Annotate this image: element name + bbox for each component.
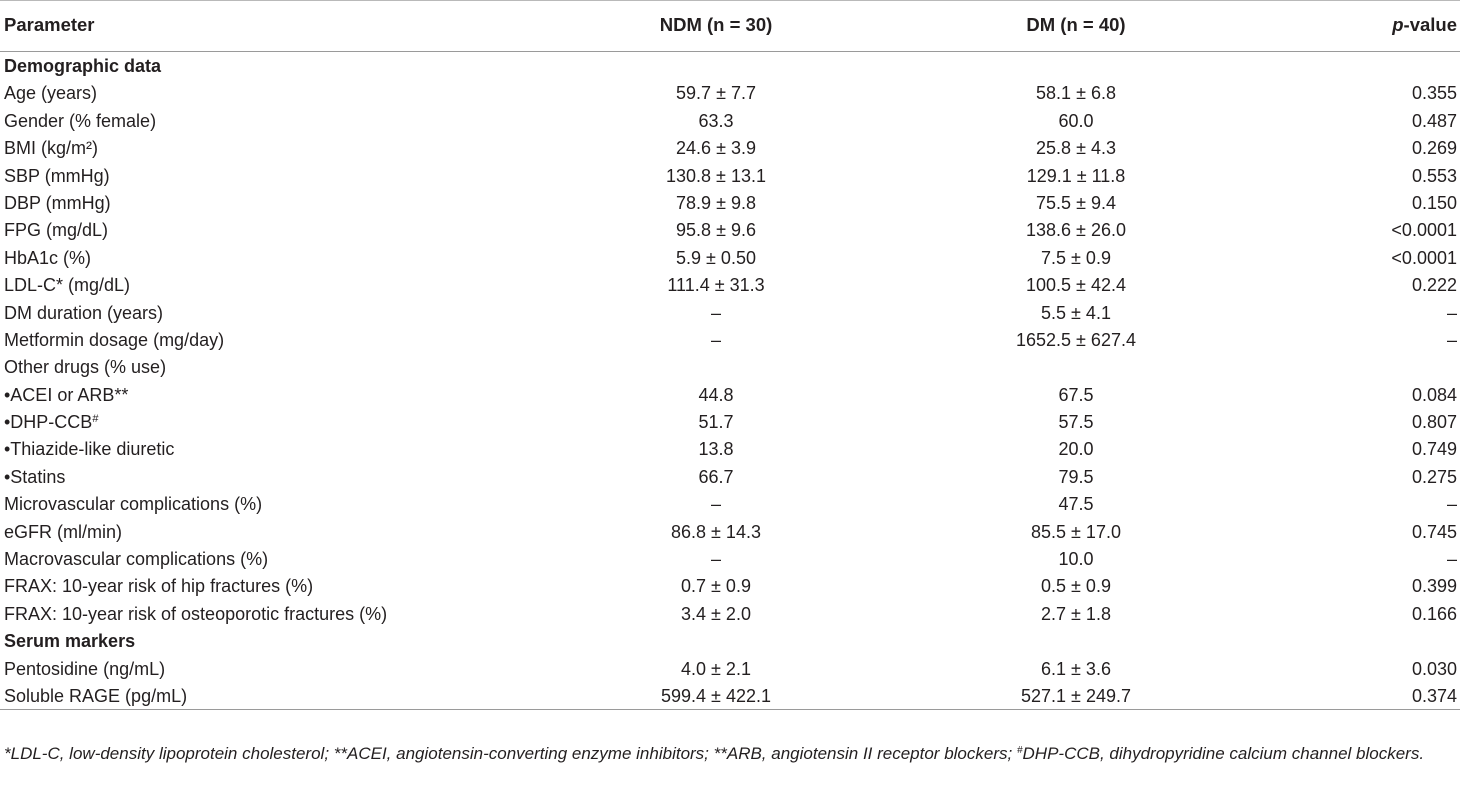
cell-ndm bbox=[640, 604, 792, 624]
cell-p-value-text: 0.374 bbox=[1411, 685, 1457, 706]
cell-p-value bbox=[1447, 549, 1457, 569]
cell-dm-text: 6.1 ± 3.6 bbox=[1041, 658, 1111, 679]
cell-p-value bbox=[1447, 330, 1457, 350]
cell-parameter-text: BMI (kg/m²) bbox=[4, 138, 98, 159]
table-footnote bbox=[4, 740, 1456, 768]
cell-ndm-text: – bbox=[710, 302, 721, 323]
cell-parameter bbox=[4, 330, 224, 350]
cell-p-value-text: 0.745 bbox=[1411, 521, 1457, 542]
cell-parameter-text: •Thiazide-like diuretic bbox=[4, 439, 175, 460]
table-row bbox=[0, 463, 1460, 490]
cell-parameter-text: Age (years) bbox=[4, 83, 98, 104]
cell-p-value bbox=[1412, 412, 1457, 432]
cell-ndm-text: 599.4 ± 422.1 bbox=[661, 685, 771, 706]
cell-dm-text: 527.1 ± 249.7 bbox=[1021, 685, 1131, 706]
cell-p-value bbox=[1412, 439, 1457, 459]
cell-parameter-text: HbA1c (%) bbox=[4, 247, 92, 268]
cell-parameter-text: •DHP-CCB bbox=[4, 412, 93, 433]
section-header-row bbox=[0, 52, 1460, 79]
cell-ndm bbox=[640, 111, 792, 131]
cell-p-value-text: 0.399 bbox=[1411, 576, 1457, 597]
cell-p-value bbox=[1391, 220, 1457, 240]
table-row bbox=[0, 435, 1460, 462]
cell-p-value-text: 0.275 bbox=[1411, 466, 1457, 487]
cell-parameter-sup: # bbox=[92, 413, 99, 426]
cell-ndm-text: 59.7 ± 7.7 bbox=[676, 83, 756, 104]
cell-dm bbox=[1000, 138, 1152, 158]
cell-ndm bbox=[640, 385, 792, 405]
cell-p-value-text: 0.807 bbox=[1411, 412, 1457, 433]
cell-ndm bbox=[640, 467, 792, 487]
cell-p-value-text: 0.749 bbox=[1411, 439, 1457, 460]
cell-dm-text: 138.6 ± 26.0 bbox=[1026, 220, 1126, 241]
cell-p-value bbox=[1412, 166, 1457, 186]
cell-parameter-text: Soluble RAGE (pg/mL) bbox=[4, 685, 188, 706]
cell-ndm bbox=[640, 686, 792, 706]
cell-dm bbox=[1000, 467, 1152, 487]
cell-parameter bbox=[4, 604, 387, 624]
cell-ndm bbox=[640, 193, 792, 213]
cell-p-value-text: 0.487 bbox=[1411, 110, 1457, 131]
table-row bbox=[0, 271, 1460, 298]
table-row bbox=[0, 572, 1460, 599]
cell-ndm-text: – bbox=[710, 494, 721, 515]
cell-parameter-text: Gender (% female) bbox=[4, 110, 157, 131]
cell-parameter bbox=[4, 412, 98, 432]
cell-dm bbox=[1000, 494, 1152, 514]
cell-parameter-text: Demographic data bbox=[4, 56, 162, 76]
cell-dm bbox=[1000, 330, 1152, 350]
cell-parameter-text: SBP (mmHg) bbox=[4, 165, 110, 186]
header-p-rest: -value bbox=[1403, 14, 1457, 35]
cell-ndm bbox=[640, 138, 792, 158]
cell-ndm bbox=[640, 576, 792, 596]
cell-p-value-text: – bbox=[1446, 494, 1457, 515]
cell-dm bbox=[1000, 220, 1152, 240]
header-dm: DM (n = 40) bbox=[1026, 14, 1126, 35]
cell-dm-text: 85.5 ± 17.0 bbox=[1031, 521, 1121, 542]
cell-ndm-text: – bbox=[710, 329, 721, 350]
table-row bbox=[0, 682, 1460, 710]
cell-parameter bbox=[4, 631, 135, 651]
header-p-value bbox=[1392, 15, 1457, 35]
cell-parameter-text: DM duration (years) bbox=[4, 302, 164, 323]
cell-p-value-text: 0.084 bbox=[1411, 384, 1457, 405]
cell-dm bbox=[1000, 166, 1152, 186]
cell-parameter bbox=[4, 83, 97, 103]
table-row bbox=[0, 189, 1460, 216]
cell-parameter-text: •Statins bbox=[4, 466, 66, 487]
cell-dm-text: 47.5 bbox=[1058, 494, 1094, 515]
cell-dm bbox=[1000, 111, 1152, 131]
cell-ndm bbox=[640, 522, 792, 542]
cell-parameter-text: DBP (mmHg) bbox=[4, 192, 111, 213]
table-row bbox=[0, 408, 1460, 435]
cell-ndm-text: 0.7 ± 0.9 bbox=[681, 576, 751, 597]
cell-ndm-text: 66.7 bbox=[698, 466, 734, 487]
cell-ndm-text: 95.8 ± 9.6 bbox=[676, 220, 756, 241]
cell-dm-text: 7.5 ± 0.9 bbox=[1041, 247, 1111, 268]
cell-p-value-text: 0.166 bbox=[1411, 603, 1457, 624]
cell-dm-text: 0.5 ± 0.9 bbox=[1041, 576, 1111, 597]
cell-ndm bbox=[640, 83, 792, 103]
cell-dm bbox=[1000, 303, 1152, 323]
cell-ndm-text: 24.6 ± 3.9 bbox=[676, 138, 756, 159]
cell-dm bbox=[1000, 248, 1152, 268]
cell-dm-text: 10.0 bbox=[1058, 549, 1094, 570]
table-row bbox=[0, 244, 1460, 271]
cell-ndm bbox=[640, 220, 792, 240]
cell-p-value-text: 0.553 bbox=[1411, 165, 1457, 186]
cell-dm bbox=[1000, 385, 1152, 405]
cell-ndm bbox=[640, 248, 792, 268]
cell-ndm bbox=[640, 659, 792, 679]
cell-dm bbox=[1000, 275, 1152, 295]
cell-parameter-text: FPG (mg/dL) bbox=[4, 220, 109, 241]
table-row bbox=[0, 490, 1460, 517]
cell-ndm bbox=[640, 303, 792, 323]
cell-p-value bbox=[1412, 467, 1457, 487]
cell-p-value bbox=[1412, 604, 1457, 624]
section-header-row bbox=[0, 627, 1460, 654]
cell-p-value bbox=[1412, 522, 1457, 542]
cell-p-value-text: 0.269 bbox=[1411, 138, 1457, 159]
table-row bbox=[0, 134, 1460, 161]
cell-p-value bbox=[1412, 686, 1457, 706]
cell-p-value-text: – bbox=[1446, 549, 1457, 570]
table-row bbox=[0, 381, 1460, 408]
cell-ndm-text: 130.8 ± 13.1 bbox=[666, 165, 766, 186]
cell-parameter bbox=[4, 494, 262, 514]
cell-parameter bbox=[4, 56, 161, 76]
cell-dm-text: 58.1 ± 6.8 bbox=[1036, 83, 1116, 104]
cell-parameter-text: Serum markers bbox=[4, 631, 136, 652]
table-row bbox=[0, 326, 1460, 353]
cell-dm bbox=[1000, 522, 1152, 542]
cell-ndm bbox=[640, 494, 792, 514]
cell-ndm-text: 51.7 bbox=[698, 412, 734, 433]
cell-ndm bbox=[640, 439, 792, 459]
table-header-row bbox=[0, 0, 1460, 52]
cell-p-value bbox=[1412, 193, 1457, 213]
table-row bbox=[0, 216, 1460, 243]
cell-parameter-text: eGFR (ml/min) bbox=[4, 521, 122, 542]
cell-parameter bbox=[4, 248, 91, 268]
table-row bbox=[0, 162, 1460, 189]
table-row bbox=[0, 299, 1460, 326]
cell-ndm-text: 4.0 ± 2.1 bbox=[681, 658, 751, 679]
cell-p-value bbox=[1412, 138, 1457, 158]
cell-parameter-text: •ACEI or ARB** bbox=[4, 384, 129, 405]
cell-parameter-text: Metformin dosage (mg/day) bbox=[4, 329, 225, 350]
cell-p-value bbox=[1412, 83, 1457, 103]
cell-parameter bbox=[4, 385, 128, 405]
cell-parameter-text: Other drugs (% use) bbox=[4, 357, 167, 378]
cell-parameter bbox=[4, 303, 163, 323]
cell-dm-text: 129.1 ± 11.8 bbox=[1026, 165, 1126, 186]
header-ndm: NDM (n = 30) bbox=[659, 14, 773, 35]
cell-dm-text: 60.0 bbox=[1058, 110, 1094, 131]
cell-parameter bbox=[4, 166, 110, 186]
cell-parameter bbox=[4, 576, 313, 596]
cell-dm bbox=[1000, 439, 1152, 459]
table-row bbox=[0, 107, 1460, 134]
cell-p-value-text: 0.150 bbox=[1411, 192, 1457, 213]
cell-p-value bbox=[1412, 385, 1457, 405]
cell-p-value-text: – bbox=[1446, 329, 1457, 350]
cell-dm bbox=[1000, 604, 1152, 624]
table-row bbox=[0, 655, 1460, 682]
cell-dm-text: 79.5 bbox=[1058, 466, 1094, 487]
cell-ndm bbox=[640, 549, 792, 569]
cell-p-value bbox=[1391, 248, 1457, 268]
footnote-part2: DHP-CCB, dihydropyridine calcium channel blockers. bbox=[1022, 744, 1425, 763]
cell-ndm-text: 44.8 bbox=[698, 384, 734, 405]
cell-ndm-text: 111.4 ± 31.3 bbox=[667, 275, 765, 296]
table-row bbox=[0, 79, 1460, 106]
cell-parameter bbox=[4, 439, 174, 459]
cell-p-value bbox=[1412, 659, 1457, 679]
cell-p-value-text: – bbox=[1446, 302, 1457, 323]
footnote-sup: # bbox=[1016, 745, 1023, 756]
cell-ndm-text: 78.9 ± 9.8 bbox=[676, 192, 756, 213]
cell-parameter bbox=[4, 549, 268, 569]
cell-ndm bbox=[640, 166, 792, 186]
cell-dm-text: 100.5 ± 42.4 bbox=[1026, 275, 1126, 296]
cell-parameter bbox=[4, 467, 65, 487]
cell-ndm-text: – bbox=[710, 549, 721, 570]
table-body bbox=[0, 52, 1460, 710]
cell-dm-text: 25.8 ± 4.3 bbox=[1036, 138, 1116, 159]
header-parameter: Parameter bbox=[4, 14, 95, 35]
cell-dm-text: 67.5 bbox=[1058, 384, 1094, 405]
table-row bbox=[0, 545, 1460, 572]
cell-dm-text: 75.5 ± 9.4 bbox=[1036, 192, 1116, 213]
cell-parameter-text: FRAX: 10-year risk of hip fractures (%) bbox=[4, 576, 314, 597]
cell-ndm-text: 13.8 bbox=[698, 439, 734, 460]
cell-dm bbox=[1000, 83, 1152, 103]
table-row bbox=[0, 518, 1460, 545]
cell-p-value-text: <0.0001 bbox=[1391, 247, 1457, 268]
cell-dm-text: 57.5 bbox=[1058, 412, 1094, 433]
cell-parameter-text: Pentosidine (ng/mL) bbox=[4, 658, 166, 679]
cell-dm-text: 20.0 bbox=[1058, 439, 1094, 460]
table-row bbox=[0, 353, 1460, 380]
footnote-part1: *LDL-C, low-density lipoprotein cholesterol; **ACEI, angiotensin-converting enzyme inhibitors; **ARB, angiotensin II receptor blockers; bbox=[4, 744, 1017, 763]
cell-p-value bbox=[1412, 576, 1457, 596]
cell-ndm bbox=[640, 412, 792, 432]
cell-parameter bbox=[4, 522, 122, 542]
cell-dm bbox=[1000, 659, 1152, 679]
cell-ndm-text: 86.8 ± 14.3 bbox=[671, 521, 761, 542]
cell-parameter bbox=[4, 686, 187, 706]
cell-dm-text: 1652.5 ± 627.4 bbox=[1016, 329, 1136, 350]
table-row bbox=[0, 600, 1460, 627]
cell-dm bbox=[1000, 686, 1152, 706]
cell-dm-text: 2.7 ± 1.8 bbox=[1041, 603, 1111, 624]
cell-p-value bbox=[1412, 275, 1457, 295]
cell-dm-text: 5.5 ± 4.1 bbox=[1041, 302, 1111, 323]
cell-dm bbox=[1000, 193, 1152, 213]
cell-parameter-text: Macrovascular complications (%) bbox=[4, 549, 269, 570]
cell-parameter bbox=[4, 138, 98, 158]
cell-parameter bbox=[4, 193, 111, 213]
cell-parameter-text: FRAX: 10-year risk of osteoporotic fractures (%) bbox=[4, 603, 388, 624]
cell-parameter-text: Microvascular complications (%) bbox=[4, 494, 263, 515]
cell-dm bbox=[1000, 576, 1152, 596]
cell-p-value bbox=[1412, 111, 1457, 131]
header-p-italic: p bbox=[1392, 14, 1404, 35]
cell-p-value-text: 0.030 bbox=[1411, 658, 1457, 679]
cell-ndm-text: 5.9 ± 0.50 bbox=[676, 247, 756, 268]
cell-p-value bbox=[1447, 494, 1457, 514]
cell-dm bbox=[1000, 412, 1152, 432]
cell-ndm-text: 3.4 ± 2.0 bbox=[681, 603, 751, 624]
cell-parameter-text: LDL-C* (mg/dL) bbox=[4, 275, 131, 296]
cell-parameter bbox=[4, 111, 156, 131]
cell-parameter bbox=[4, 357, 166, 377]
cell-ndm bbox=[640, 275, 792, 295]
cell-ndm-text: 63.3 bbox=[698, 110, 734, 131]
cell-parameter bbox=[4, 220, 108, 240]
cell-p-value bbox=[1447, 303, 1457, 323]
cell-ndm bbox=[640, 330, 792, 350]
cell-parameter bbox=[4, 659, 165, 679]
cell-parameter bbox=[4, 275, 130, 295]
cell-p-value-text: <0.0001 bbox=[1391, 220, 1457, 241]
cell-p-value-text: 0.355 bbox=[1411, 83, 1457, 104]
cell-p-value-text: 0.222 bbox=[1411, 275, 1457, 296]
cell-dm bbox=[1000, 549, 1152, 569]
